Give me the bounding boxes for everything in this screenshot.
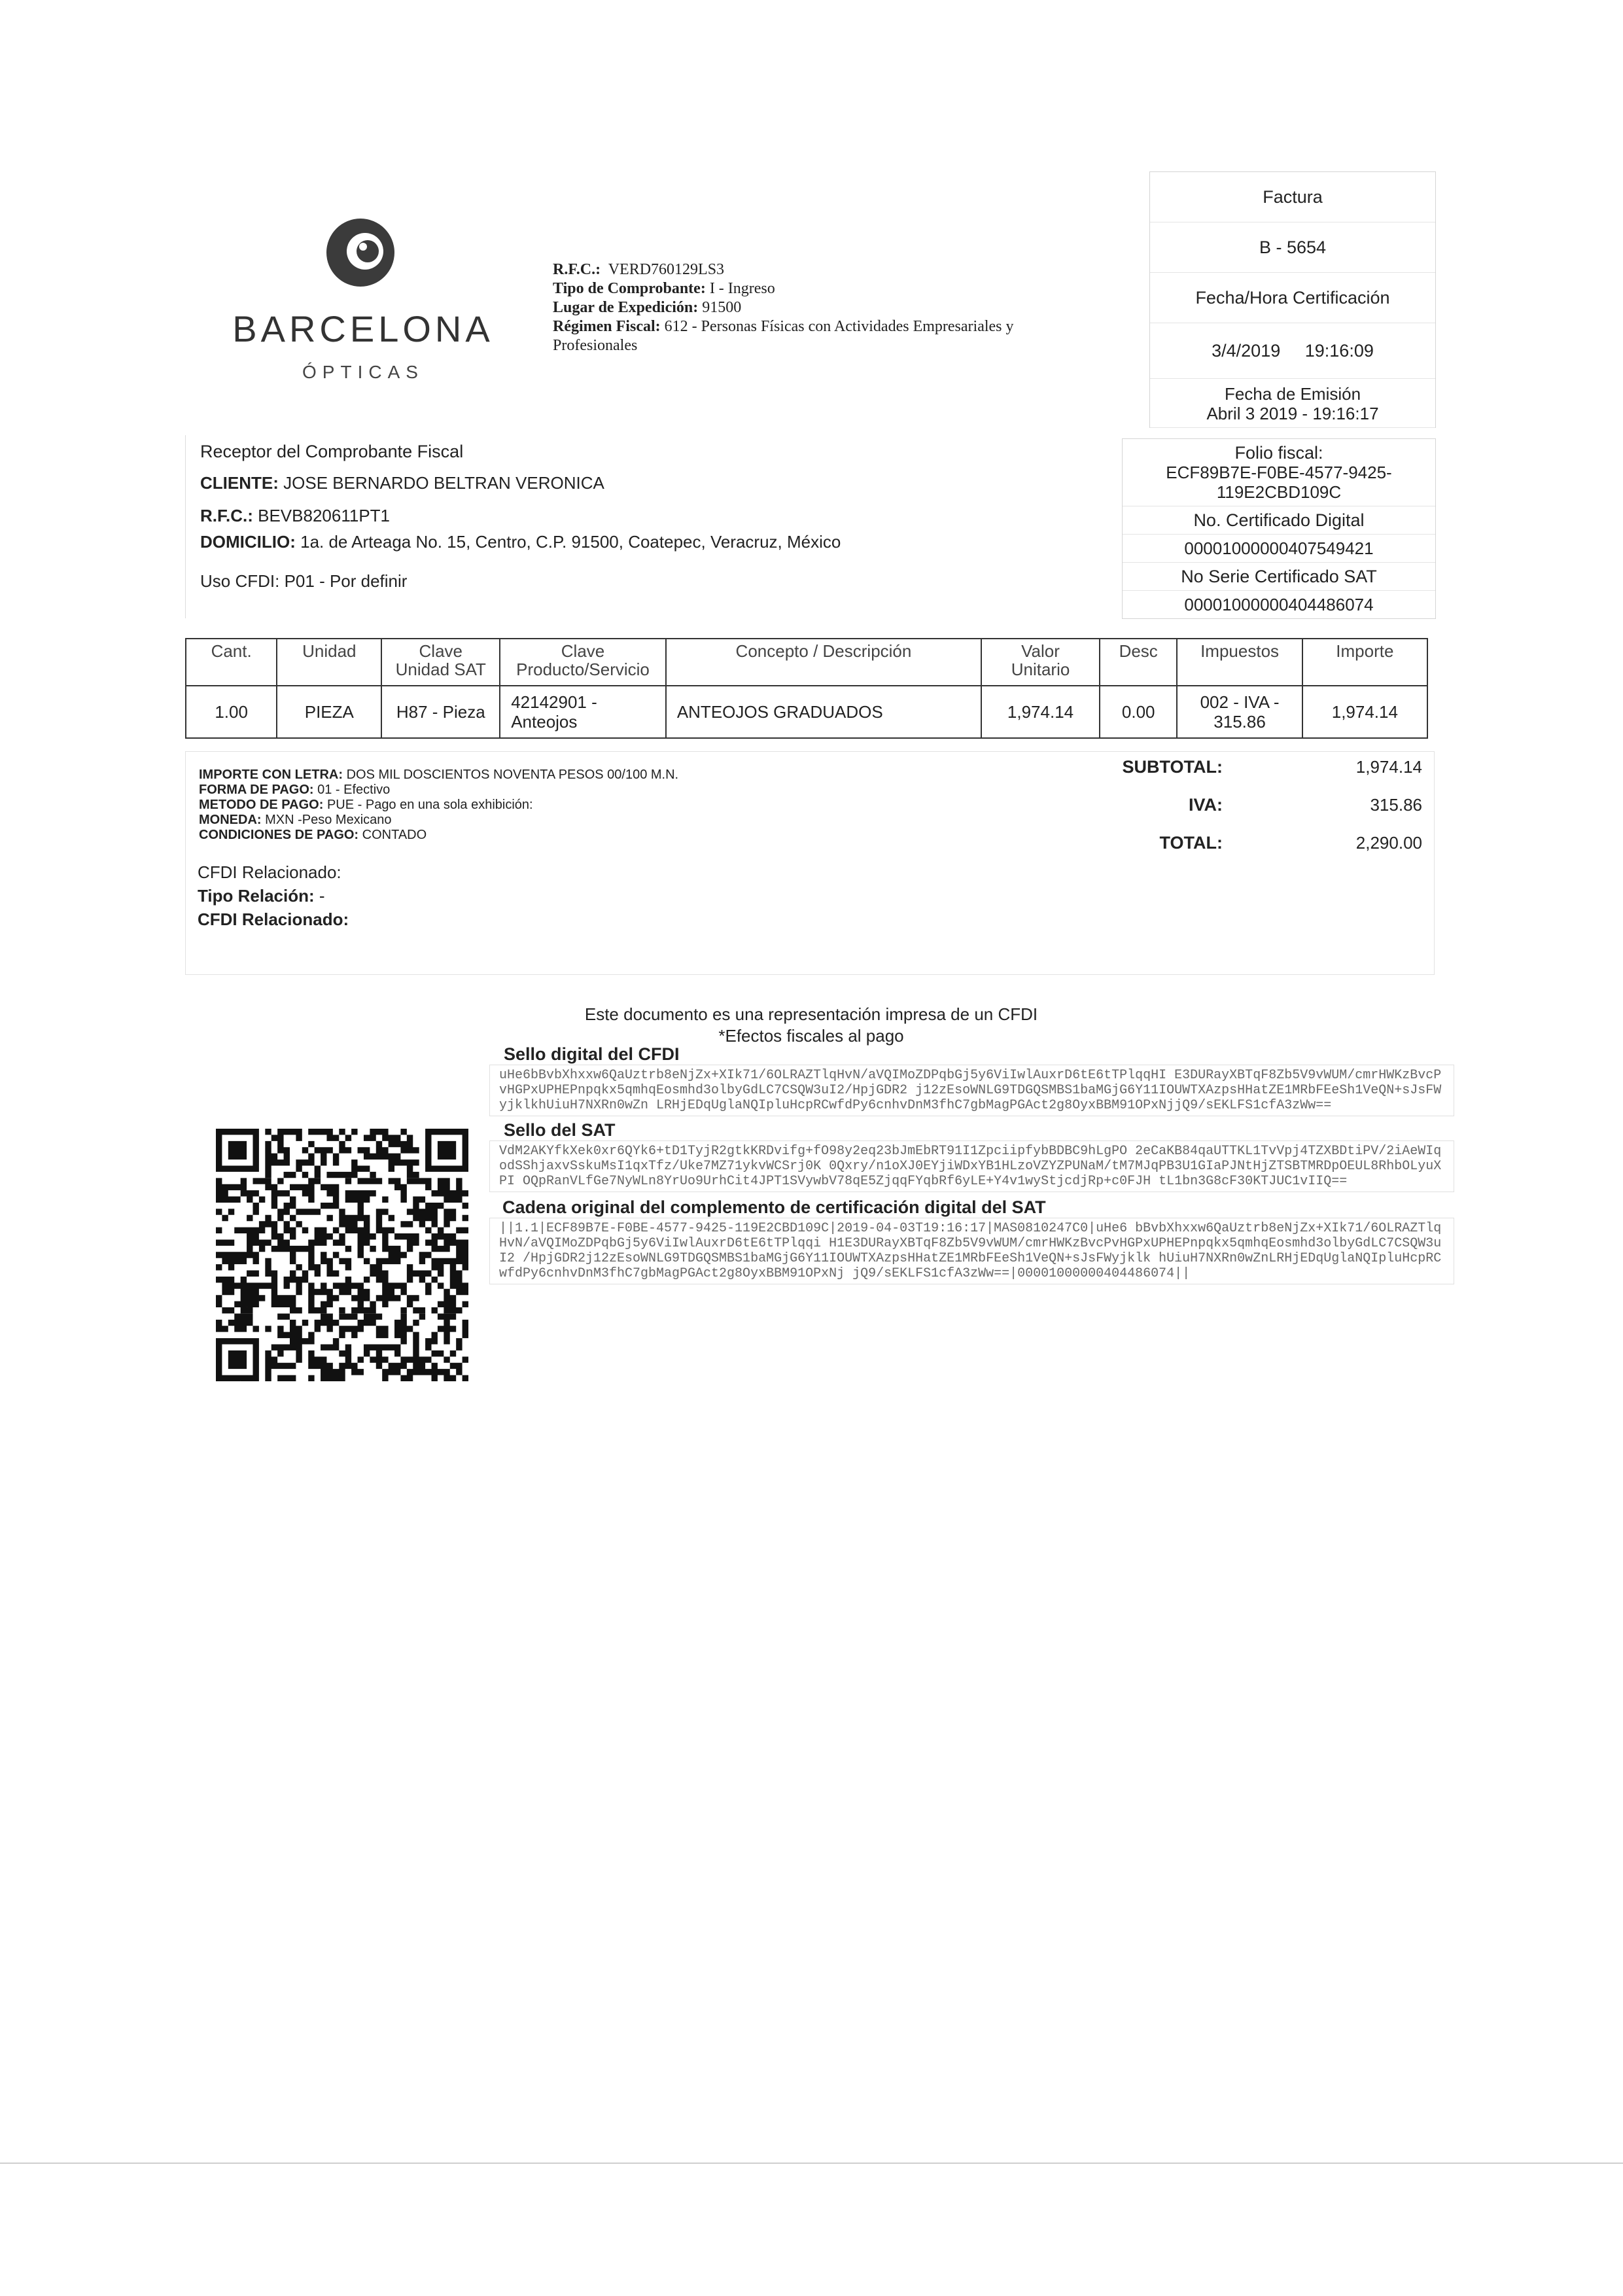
- uso-cfdi: P01 - Por definir: [284, 571, 408, 591]
- cert-digital-label: No. Certificado Digital: [1123, 506, 1435, 535]
- col-importe: Importe: [1302, 639, 1427, 686]
- moneda-label: MONEDA:: [199, 813, 262, 827]
- iva-label: IVA:: [1189, 795, 1223, 815]
- col-impuestos: Impuestos: [1177, 639, 1302, 686]
- folio-label: Folio fiscal:: [1234, 443, 1323, 463]
- folio-value-1: ECF89B7E-F0BE-4577-9425-: [1166, 463, 1392, 482]
- col-concepto: Concepto / Descripción: [666, 639, 981, 686]
- cfdi-note: Este documento es una representación impresa de un CFDI: [584, 1004, 1038, 1024]
- folio-block: [1123, 439, 1435, 506]
- col-clave-producto-2: Producto/Servicio: [516, 660, 650, 679]
- col-clave-producto: [500, 639, 666, 686]
- regimen-fiscal-label: Régimen Fiscal:: [553, 318, 661, 335]
- receptor-rfc-line: [200, 506, 390, 526]
- qr-code-icon: [216, 1129, 468, 1381]
- emision-date: Abril 3 2019 - 19:16:17: [1206, 404, 1379, 423]
- page-edge-divider: [0, 2163, 1623, 2164]
- factura-number: B - 5654: [1150, 222, 1435, 273]
- cell-cant: 1.00: [186, 686, 277, 738]
- total-value: 2,290.00: [1355, 833, 1422, 853]
- condiciones: CONTADO: [362, 828, 427, 842]
- receptor-section: [185, 435, 1115, 618]
- cell-unidad: PIEZA: [277, 686, 381, 738]
- emision-block: [1150, 379, 1435, 428]
- col-clave-unidad: [381, 639, 500, 686]
- cliente-label: CLIENTE:: [200, 473, 279, 493]
- issuer-rfc-label: R.F.C.:: [553, 261, 601, 278]
- sello-cfdi-title: Sello digital del CFDI: [504, 1044, 680, 1064]
- domicilio-label: DOMICILIO:: [200, 532, 296, 552]
- subtotal-value: 1,974.14: [1355, 757, 1422, 777]
- fiscal-ids-panel: [1122, 438, 1436, 619]
- domicilio-line: [200, 532, 841, 552]
- tipo-relacion-label: Tipo Relación:: [198, 886, 315, 906]
- col-clave-unidad-1: Clave: [419, 641, 463, 661]
- domicilio: 1a. de Arteaga No. 15, Centro, C.P. 91500, Coatepec, Veracruz, México: [300, 532, 841, 552]
- col-valor-unitario: [981, 639, 1100, 686]
- regimen-fiscal: 612 - Personas Físicas con Actividades Empresariales y: [664, 318, 1014, 335]
- forma-pago: 01 - Efectivo: [317, 783, 391, 797]
- cell-clave-producto-2: Anteojos: [511, 712, 578, 732]
- receptor-rfc: BEVB820611PT1: [258, 506, 391, 525]
- emision-label: Fecha de Emisión: [1224, 384, 1361, 404]
- seals-section: [489, 1044, 1454, 1284]
- issuer-rfc: VERD760129LS3: [608, 261, 725, 278]
- payment-details: [199, 768, 1049, 843]
- cert-date: 3/4/2019: [1212, 341, 1281, 361]
- cfdi-relacionado-label-2: CFDI Relacionado:: [198, 910, 349, 929]
- cfdi-relacionado-block: [198, 860, 786, 931]
- lugar-expedicion-label: Lugar de Expedición:: [553, 299, 699, 316]
- logo-name: BARCELONA: [232, 308, 494, 349]
- forma-pago-label: FORMA DE PAGO:: [199, 783, 314, 797]
- cell-impuestos-1: 002 - IVA -: [1200, 692, 1280, 712]
- subtotal-label: SUBTOTAL:: [1122, 757, 1223, 777]
- table-row: [186, 686, 1427, 738]
- payment-totals-section: [185, 751, 1435, 975]
- sello-sat: VdM2AKYfkXek0xr6QYk6+tD1TyjR2gtkKRDvifg+fO98y2eq23bJmEbRT91I1ZpciipfybBDBC9hLgPO 2eCaKB84qaUTTKL1TvVpj4TZXBDtiPV/2iAeWIqodSShjaxvSskuMsI1qxTfz/Uke7MZ71ykvWCSrj0K 0Qxry/n1oXJ0EYjiWDxYB1HLzoVZYZPUNaM/tM7MJqPB3U1GIaPJNtHjZTSBTMRDpOEUL8RhbOLyuXPI OQpRanVLfGe7NyWLn8YrUo9UrhCit4JPT1SVywbV78qE5ZjqqFYqbRf6yLE+Y4v1wyStjcdjRp+c0FJH tL1bn3G8cF30KTJUC1vIIQ==: [489, 1140, 1454, 1192]
- lugar-expedicion: 91500: [702, 299, 742, 316]
- cliente-line: [200, 473, 604, 493]
- efectos-fiscales-note: *Efectos fiscales al pago: [718, 1026, 904, 1046]
- logo-subtitle: ÓPTICAS: [302, 362, 424, 382]
- sello-sat-title: Sello del SAT: [504, 1120, 616, 1140]
- tipo-comprobante-label: Tipo de Comprobante:: [553, 280, 706, 297]
- sello-cfdi: uHe6bBvbXhxxw6QaUztrb8eNjZx+XIk71/6OLRAZTlqHvN/aVQIMoZDPqbGj5y6ViIwlAuxrD6tE6tTPlqqHI E3DURayXBTqF8Zb5V9vWUM/cmrHWKzBvcPvHGPxUPHEPnpqkx5qmhqEosmhd3olbyGdLC7CSQW3uI2/HpjGDR2 j12zEsoWNLG9TDGQSMBS1baMGjG6Y11IOUWTXAzpsHHatZE1MRbFEeSh1VeQN+sJsFWyjklkhUiuH7NXRn0wZn LRHjEDqUglaNQIpluHcpRCwfdPy6cnhvDnM3fhC7gbMagPGAct2g8OyxBBM91OPxNjjQ9/sEKLFS1cfA3zWw==: [489, 1065, 1454, 1116]
- cell-clave-producto: [500, 686, 666, 738]
- uso-cfdi-label: Uso CFDI:: [200, 571, 280, 591]
- folio-value-2: 119E2CBD109C: [1216, 482, 1342, 502]
- cert-datetime-label: Fecha/Hora Certificación: [1150, 273, 1435, 323]
- condiciones-label: CONDICIONES DE PAGO:: [199, 828, 359, 842]
- cell-clave-producto-1: 42142901 -: [511, 692, 597, 712]
- iva-value: 315.86: [1370, 795, 1422, 815]
- cliente-name: JOSE BERNARDO BELTRAN VERONICA: [283, 473, 604, 493]
- col-clave-unidad-2: Unidad SAT: [395, 660, 486, 679]
- col-valor-2: Unitario: [1011, 660, 1070, 679]
- items-table: [185, 638, 1428, 739]
- uso-cfdi-line: [200, 571, 407, 592]
- tipo-comprobante: I - Ingreso: [709, 280, 775, 297]
- receptor-title: Receptor del Comprobante Fiscal: [200, 442, 464, 461]
- metodo-pago-label: METODO DE PAGO:: [199, 798, 324, 812]
- receptor-rfc-label: R.F.C.:: [200, 506, 253, 525]
- cell-desc: 0.00: [1100, 686, 1177, 738]
- regimen-fiscal-cont: Profesionales: [553, 337, 638, 354]
- tipo-relacion: -: [319, 886, 325, 906]
- cell-clave-unidad: H87 - Pieza: [381, 686, 500, 738]
- metodo-pago: PUE - Pago en una sola exhibición:: [326, 798, 533, 812]
- moneda: MXN -Peso Mexicano: [265, 813, 392, 827]
- cert-digital-value: 00001000000407549421: [1123, 535, 1435, 563]
- cell-valor-unitario: 1,974.14: [981, 686, 1100, 738]
- col-cant: Cant.: [186, 639, 277, 686]
- importe-letra: DOS MIL DOSCIENTOS NOVENTA PESOS 00/100 M.N.: [346, 768, 679, 782]
- factura-label: Factura: [1150, 172, 1435, 222]
- col-valor-1: Valor: [1021, 641, 1060, 661]
- invoice-header-panel: [1149, 171, 1436, 428]
- cadena-original-title: Cadena original del complemento de certificación digital del SAT: [502, 1197, 1046, 1217]
- col-desc: Desc: [1100, 639, 1177, 686]
- cell-importe: 1,974.14: [1302, 686, 1427, 738]
- total-label: TOTAL:: [1159, 833, 1223, 853]
- issuer-info: [553, 260, 1089, 355]
- serie-sat-value: 00001000000404486074: [1184, 595, 1374, 614]
- serie-sat-label: No Serie Certificado SAT: [1123, 563, 1435, 591]
- cfdi-relacionado-label: CFDI Relacionado:: [198, 862, 341, 882]
- cadena-original: ||1.1|ECF89B7E-F0BE-4577-9425-119E2CBD109C|2019-04-03T19:16:17|MAS0810247C0|uHe6 bBvbXhxxw6QaUztrb8eNjZx+XIk71/6OLRAZTlqHvN/aVQIMoZDPqbGj5y6ViIwlAuxrD6tE6tTPlqqi H1E3DURayXBTqF8Zb5V9vWUM/cmrHWKzBvcPvHGPxUPHEPnpqkx5qmhqEosmhd3olbyGdLC7CSQW3uI2 /HpjGDR2j12zEsoWNLG9TDGQSMBS1baMGjG6Y11IOUWTXAzpsHHatZE1MRbFEeSh1VeQN+sJsFWyjklk hUiuH7NXRn0wZnLRHjEDqUglaNQIpluHcpRCwfdPy6cnhvDnM3fhC7gbMagPGAct2g8OyxBBM91OPxNj jQ9/sEKLFS1cfA3zWw==|00001000000404486074||: [489, 1218, 1454, 1284]
- cell-impuestos: [1177, 686, 1302, 738]
- items-header-row: [186, 639, 1427, 686]
- cell-impuestos-2: 315.86: [1213, 712, 1266, 732]
- col-unidad: Unidad: [277, 639, 381, 686]
- cell-concepto: ANTEOJOS GRADUADOS: [666, 686, 981, 738]
- cert-datetime: [1150, 323, 1435, 379]
- barcelona-logo-icon: [324, 216, 397, 289]
- col-clave-producto-1: Clave: [561, 641, 605, 661]
- importe-letra-label: IMPORTE CON LETRA:: [199, 768, 343, 782]
- cert-time: 19:16:09: [1304, 341, 1374, 361]
